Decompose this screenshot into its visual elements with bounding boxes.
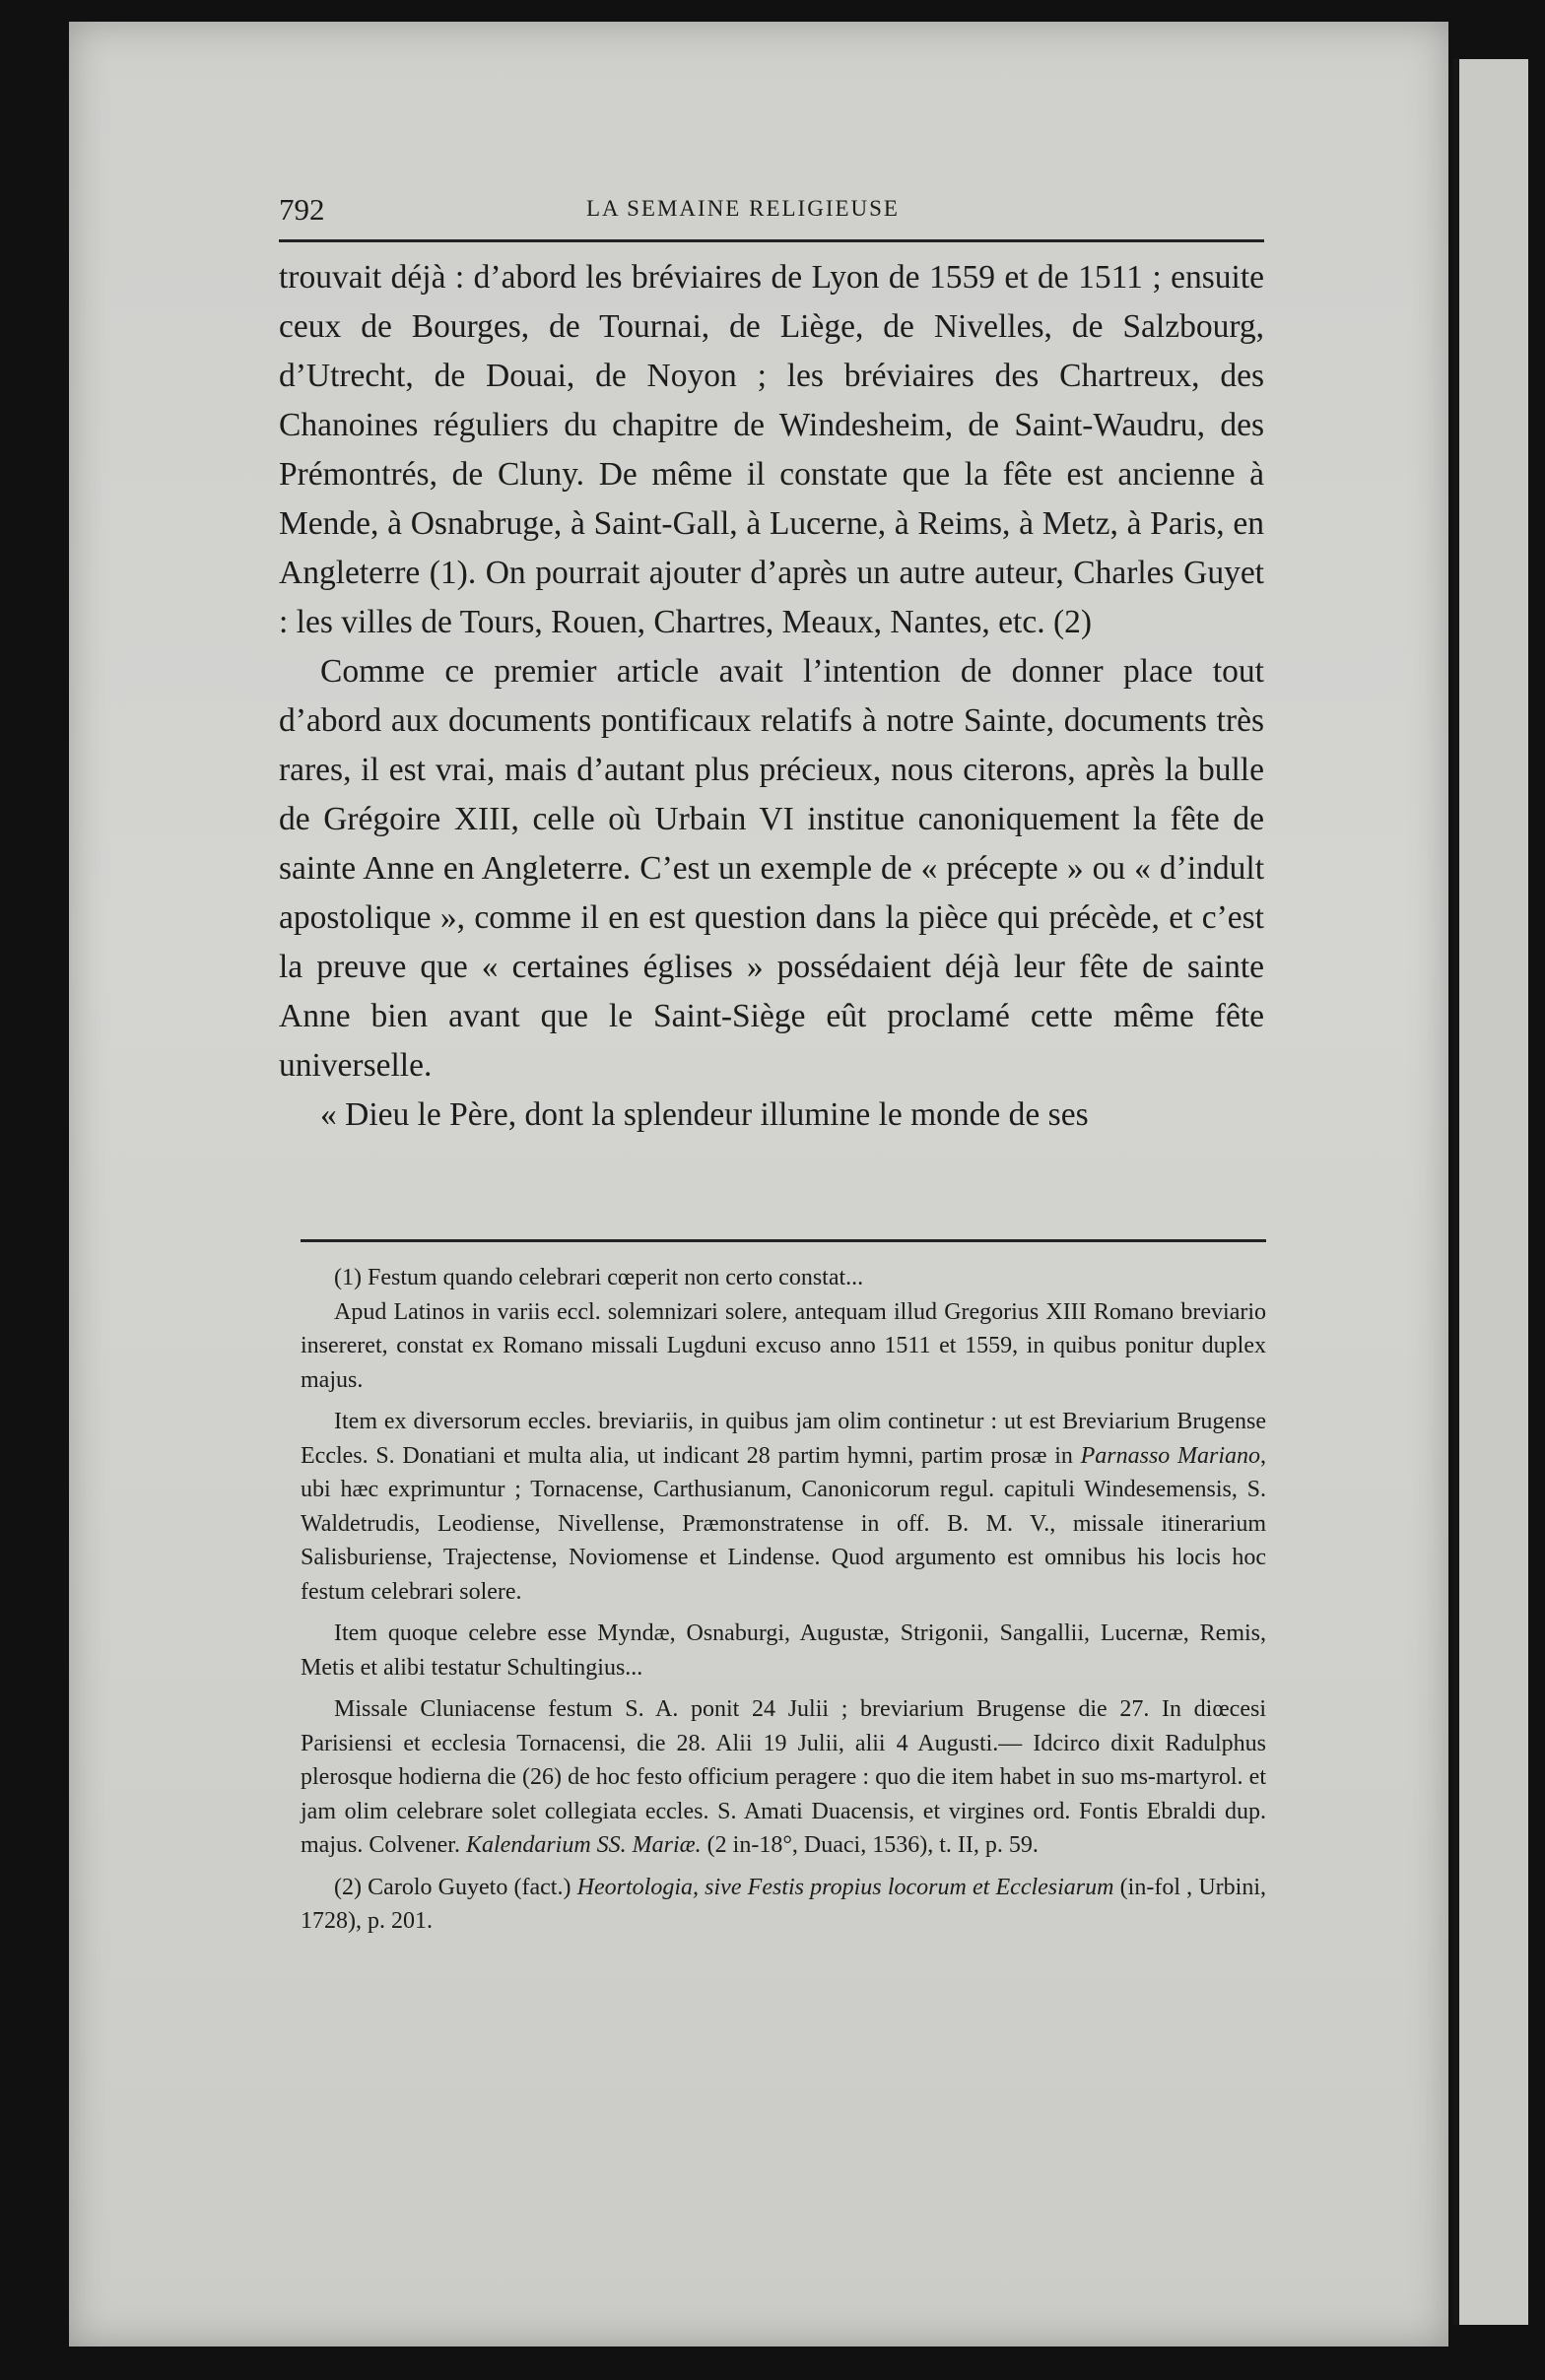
footnote-title-italic: Parnasso Mariano xyxy=(1080,1442,1261,1469)
running-head xyxy=(212,192,1271,231)
footnote-text: Item ex diversorum eccles. breviariis, in quibus jam olim continetur : ut est Breviarium Brugense Eccles. S. Donatiani et multa alia, ut indicant 28 partim hymni, partim prosæ in xyxy=(301,1409,1266,1469)
footnote-title-italic: Kalendarium SS. Mariæ. xyxy=(465,1832,702,1858)
footnote-text: (2) Carolo Guyeto (fact.) xyxy=(334,1874,571,1900)
footnote-text: , ubi hæc exprimuntur ; Tornacense, Carthusianum, Canonicorum regul. capituli Windesemensis, S. Waldetrudis, Leodiense, Nivellense, Præmonstratense in off. B. M. V., missale itinerarium Salisburiense, Trajectense, Noviomense et Lindense. Quod argumento est omnibus his locis hoc festum celebrari solere. xyxy=(301,1442,1267,1605)
footnotes xyxy=(301,1261,1266,1939)
footnote-1-para: Item quoque celebre esse Myndæ, Osnaburgi, Augustæ, Strigonii, Sangallii, Lucernæ, Remis, Metis et alibi testatur Schultingius... xyxy=(301,1620,1266,1681)
footnote-text: Missale Cluniacense festum S. A. ponit 24 Julii ; breviarium Brugense die 27. In diœcesi Parisiensi et ecclesia Tornacensi, die 28. Alii 19 Julii, alii 4 Augusti.— Idcirco dixit Radulphus plerosque hodierna die (26) de hoc festo officium peragere : quo die item habet in suo ms-martyrol. et jam olim celebrare solet collegiata eccles. S. Amati Duacensis, et virgines ord. Fontis Ebraldi dup. majus. Colvener. xyxy=(301,1696,1266,1858)
paragraph: trouvait déjà : d’abord les bréviaires de Lyon de 1559 et de 1511 ; ensuite ceux de Bourges, de Tournai, de Liège, de Nivelles, de Salzbourg, d’Utrecht, de Douai, de Noyon ; les bréviaires des Chartreux, des Chanoines réguliers du chapitre de Windesheim, de Saint-Waudru, des Prémontrés, de Cluny. De même il constate que la fête est ancienne à Mende, à Osnabruge, à Saint-Gall, à Lucerne, à Reims, à Metz, à Paris, en Angleterre (1). On pourrait ajouter d’après un autre auteur, Charles Guyet : les villes de Tours, Rouen, Chartres, Meaux, Nantes, etc. (2) xyxy=(279,259,1264,640)
footnote-1-para xyxy=(301,1405,1266,1609)
facing-page-edge xyxy=(1453,59,1528,2325)
footnote-1-intro: (1) Festum quando celebrari cœperit non certo constat... xyxy=(334,1265,864,1290)
paragraph: « Dieu le Père, dont la splendeur illumine le monde de ses xyxy=(320,1096,1089,1133)
header-rule xyxy=(279,239,1264,242)
paragraph: Comme ce premier article avait l’intention de donner place tout d’abord aux documents pontificaux relatifs à notre Sainte, documents très rares, il est vrai, mais d’autant plus précieux, nous citerons, après la bulle de Grégoire XIII, celle où Urbain VI institue canoniquement la fête de sainte Anne en Angleterre. C’est un exemple de « précepte » ou « d’indult apostolique », comme il en est question dans la pièce qui précède, et c’est la preuve que « certaines églises » possédaient déjà leur fête de sainte Anne bien avant que le Saint-Siège eût proclamé cette même fête universelle. xyxy=(279,653,1264,1084)
page-content xyxy=(212,192,1271,1934)
page-number: 792 xyxy=(279,192,325,227)
footnote-2 xyxy=(301,1871,1266,1939)
footnote-1-para: Apud Latinos in variis eccl. solemnizari solere, antequam illud Gregorius XIII Romano breviario insereret, constat ex Romano missali Lugduni excuso anno 1511 et 1559, in quibus ponitur duplex majus. xyxy=(301,1298,1266,1393)
footnote-1-para xyxy=(301,1692,1266,1863)
journal-title: LA SEMAINE RELIGIEUSE xyxy=(586,196,900,221)
body-text xyxy=(279,253,1264,1140)
footnote-text: (in-fol , Urbini, 1728), p. 201. xyxy=(301,1874,1267,1934)
footnote-title-italic: Heortologia, sive Festis propius locorum et Ecclesiarum xyxy=(576,1874,1114,1900)
footnote-rule xyxy=(301,1239,1266,1242)
footnote-text: (2 in-18°, Duaci, 1536), t. II, p. 59. xyxy=(706,1832,1039,1858)
